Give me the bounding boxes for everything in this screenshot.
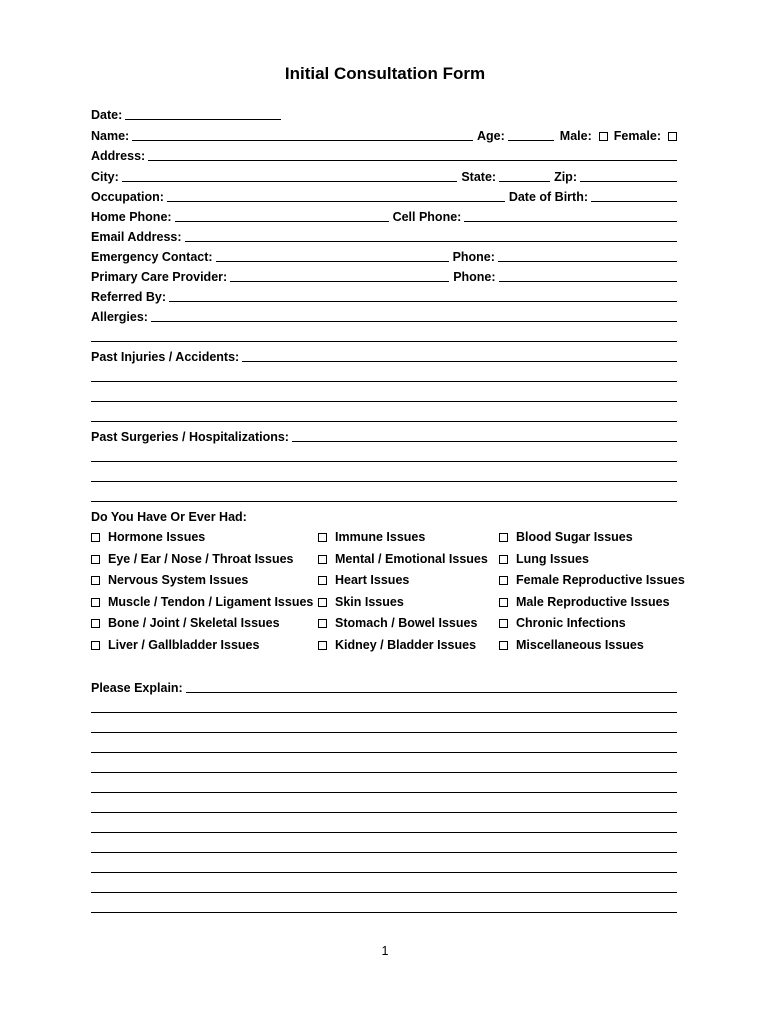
condition-item[interactable] [318,552,488,566]
age-field[interactable] [508,127,554,141]
condition-item[interactable] [91,638,259,652]
condition-label: Miscellaneous Issues [516,638,644,652]
email-label: Email Address: [91,230,182,244]
city-row [91,166,677,184]
condition-label: Muscle / Tendon / Ligament Issues [108,595,314,609]
cell-phone-label: Cell Phone: [392,210,462,224]
address-label: Address: [91,149,146,163]
checkbox[interactable] [91,619,100,628]
checkbox[interactable] [499,576,508,585]
name-label: Name: [91,129,130,143]
conditions-heading: Do You Have Or Ever Had: [91,510,247,524]
checkbox[interactable] [499,619,508,628]
condition-label: Immune Issues [335,530,426,544]
allergies-field[interactable] [151,308,677,322]
condition-item[interactable] [499,552,589,566]
surgeries-line[interactable] [91,501,677,502]
past-injuries-label: Past Injuries / Accidents: [91,350,240,364]
condition-label: Kidney / Bladder Issues [335,638,477,652]
condition-item[interactable] [318,530,425,544]
condition-label: Eye / Ear / Nose / Throat Issues [108,552,294,566]
condition-item[interactable] [91,530,205,544]
occupation-row [91,186,677,204]
checkbox[interactable] [91,555,100,564]
home-phone-field[interactable] [175,208,389,222]
condition-item[interactable] [91,552,294,566]
address-row [91,145,677,163]
name-field[interactable] [132,127,473,141]
past-injuries-field[interactable] [242,348,677,362]
explain-line[interactable] [91,712,677,713]
email-field[interactable] [185,228,677,242]
male-checkbox[interactable] [599,132,608,141]
injuries-line[interactable] [91,421,677,422]
explain-line[interactable] [91,732,677,733]
occupation-field[interactable] [167,188,505,202]
checkbox[interactable] [318,598,327,607]
condition-label: Chronic Infections [516,616,626,630]
surgeries-line[interactable] [91,481,677,482]
date-label: Date: [91,108,123,122]
past-surgeries-field[interactable] [292,428,677,442]
primary-care-row [91,266,677,284]
primary-phone-field[interactable] [499,268,677,282]
explain-line[interactable] [91,792,677,793]
allergies-label: Allergies: [91,310,148,324]
name-row [91,125,677,143]
checkbox[interactable] [318,641,327,650]
condition-item[interactable] [91,595,313,609]
explain-line[interactable] [91,832,677,833]
explain-line[interactable] [91,872,677,873]
referred-by-label: Referred By: [91,290,167,304]
condition-item[interactable] [499,573,685,587]
male-label: Male: [559,129,592,143]
home-phone-label: Home Phone: [91,210,172,224]
explain-row [91,677,677,695]
explain-line[interactable] [91,852,677,853]
condition-label: Nervous System Issues [108,573,249,587]
page-number: 1 [381,944,389,958]
dob-field[interactable] [591,188,677,202]
city-field[interactable] [122,168,458,182]
please-explain-field[interactable] [186,679,677,693]
state-field[interactable] [499,168,550,182]
condition-item[interactable] [499,530,633,544]
checkbox[interactable] [499,641,508,650]
condition-label: Lung Issues [516,552,589,566]
address-field[interactable] [148,147,677,161]
condition-label: Bone / Joint / Skeletal Issues [108,616,280,630]
date-row [91,104,677,122]
checkbox[interactable] [91,533,100,542]
checkbox[interactable] [499,555,508,564]
surgeries-row [91,426,677,444]
checkbox[interactable] [318,555,327,564]
past-surgeries-label: Past Surgeries / Hospitalizations: [91,430,289,444]
injuries-row [91,346,677,364]
condition-label: Skin Issues [335,595,404,609]
condition-item[interactable] [318,616,477,630]
zip-field[interactable] [580,168,677,182]
checkbox[interactable] [318,533,327,542]
condition-item[interactable] [318,595,404,609]
explain-line[interactable] [91,772,677,773]
explain-line[interactable] [91,892,677,893]
dob-label: Date of Birth: [508,190,588,204]
condition-label: Heart Issues [335,573,410,587]
checkbox[interactable] [499,598,508,607]
occupation-label: Occupation: [91,190,164,204]
city-label: City: [91,170,119,184]
form-title: Initial Consultation Form [284,64,486,83]
female-checkbox[interactable] [668,132,677,141]
primary-care-field[interactable] [230,268,449,282]
explain-line[interactable] [91,912,677,913]
zip-label: Zip: [554,170,577,184]
condition-label: Mental / Emotional Issues [335,552,488,566]
referred-by-field[interactable] [169,288,677,302]
primary-phone-label: Phone: [453,270,496,284]
injuries-line[interactable] [91,381,677,382]
emergency-row [91,246,677,264]
cell-phone-field[interactable] [464,208,677,222]
emergency-phone-field[interactable] [498,248,677,262]
condition-item[interactable] [91,573,248,587]
emergency-contact-label: Emergency Contact: [91,250,213,264]
age-label: Age: [477,129,505,143]
injuries-line[interactable] [91,401,677,402]
phone-row [91,206,677,224]
primary-care-label: Primary Care Provider: [91,270,228,284]
checkbox[interactable] [318,576,327,585]
condition-label: Male Reproductive Issues [516,595,670,609]
condition-label: Female Reproductive Issues [516,573,685,587]
condition-item[interactable] [499,638,644,652]
surgeries-line[interactable] [91,461,677,462]
conditions-heading-row [91,506,677,524]
condition-item[interactable] [91,616,280,630]
referred-row [91,286,677,304]
condition-label: Blood Sugar Issues [516,530,633,544]
allergies-line[interactable] [91,341,677,342]
explain-line[interactable] [91,812,677,813]
email-row [91,226,677,244]
date-field[interactable] [125,106,281,120]
condition-item[interactable] [499,616,626,630]
checkbox[interactable] [91,641,100,650]
checkbox[interactable] [318,619,327,628]
please-explain-label: Please Explain: [91,681,183,695]
checkbox[interactable] [499,533,508,542]
condition-item[interactable] [318,638,476,652]
condition-label: Liver / Gallbladder Issues [108,638,260,652]
checkbox[interactable] [91,576,100,585]
state-label: State: [461,170,497,184]
explain-line[interactable] [91,752,677,753]
condition-label: Hormone Issues [108,530,206,544]
emergency-phone-label: Phone: [452,250,495,264]
allergies-row [91,306,677,324]
emergency-contact-field[interactable] [216,248,449,262]
condition-label: Stomach / Bowel Issues [335,616,478,630]
checkbox[interactable] [91,598,100,607]
female-label: Female: [613,129,661,143]
condition-item[interactable] [318,573,409,587]
condition-item[interactable] [499,595,670,609]
